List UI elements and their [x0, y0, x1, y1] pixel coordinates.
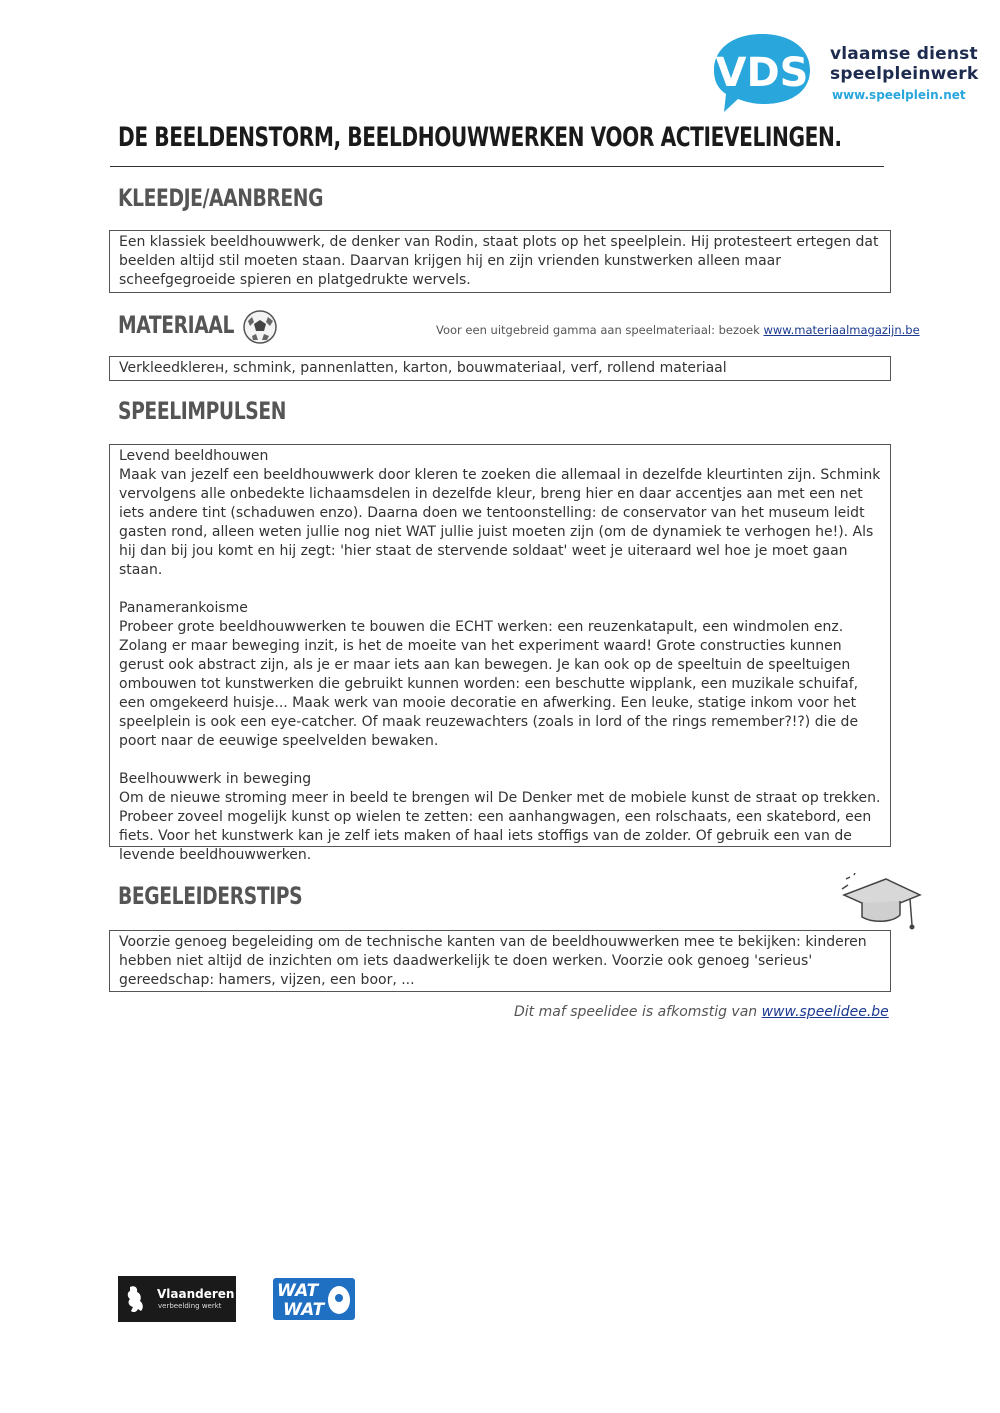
page-title: DE BEELDENSTORM, BEELDHOUWWERKEN VOOR ACTIEVELINGEN.: [118, 122, 842, 153]
heading-kleedje: KLEEDJE/AANBRENG: [118, 184, 324, 212]
logo-url[interactable]: www.speelplein.net: [832, 88, 966, 102]
watwat-logo: [273, 1276, 355, 1322]
logo-line1: vlaamse dienst: [830, 44, 978, 64]
vds-logo: [712, 30, 812, 116]
heading-begeleiderstips: BEGELEIDERSTIPS: [118, 882, 303, 910]
logo-line2: speelpleinwerk: [830, 64, 979, 84]
kleedje-text: Een klassiek beeldhouwwerk, de denker van Rodin, staat plots op het speelplein. Hij protesteert ertegen dat beelden altijd stil moeten staan. Daarvan krijgen hij en zijn vrienden kunstwerken alleen maar scheefgegroeide spieren en platgedrukte wervels.: [119, 234, 879, 288]
materiaal-text: Verkleedklerен, schmink, pannenlatten, karton, bouwmateriaal, verf, rollend materiaal: [119, 360, 727, 376]
source-text: Dit maf speelidee is afkomstig van: [514, 1004, 762, 1020]
impuls-text-1: Maak van jezelf een beeldhouwwerk door kleren te zoeken die allemaal in dezelfde kleurtinten zijn. Schmink vervolgens alle onbedekte lichaamsdelen in dezelfde kleur, breng hier en daar accentjes aan met een net iets andere tint (schaduwen enzo). Daarna doen we tentoonstelling: de conservator van het museum leidt gasten rond, alleen weten jullie nog niet WAT jullie juist moeten zijn (om de dynamiek te verhogen he!). Als hij dan bij jou komt en hij zegt: 'hier staat de stervende soldaat' weet je uiteraard wel hoe je moet gaan staan.: [119, 467, 881, 578]
graduation-cap-icon: [840, 873, 922, 931]
materiaal-box: [109, 356, 891, 381]
heading-materiaal: MATERIAAL: [118, 311, 235, 339]
wat-text-1: WAT: [277, 1281, 319, 1301]
speelidee-link[interactable]: www.speelidee.be: [761, 1004, 889, 1020]
wat-text-2: WAT: [283, 1300, 325, 1320]
begeleiderstips-text: Voorzie genoeg begeleiding om de technische kanten van de beeldhouwwerken mee te bekijken: kinderen hebben niet altijd de inzichten om iets daadwerkelijk te doen werken. Voorzie ook genoeg 'serieus' gereedschap: hamers, vijzen, een boor, ...: [119, 934, 867, 988]
logo-initials: VDS: [715, 50, 809, 96]
impuls-text-2: Probeer grote beeldhouwwerken te bouwen die ECHT werken: een reuzenkatapult, een windmolen enz. Zolang er maar beweging inzit, is het de moeite van het experiment waard! Grote constructies kunnen gerust ook abstract zijn, als je er maar iets aan kan bewegen. Je kan ook op de speeltuin de speeltuigen ombouwen tot kunstwerken die gebruikt kunnen worden: een beschutte wipplank, een muzikale schuifaf, een omgekeerd huisje... Maak werk van mooie decoratie en afwerking. Een leuke, statige inkom voor het speelplein is ook een eye-catcher. Of maak reuzewachters (zoals in lord of the rings remember?!?) die de poort naar de eeuwige speelvelden bewaken.: [119, 619, 859, 749]
speelimpulsen-box: [109, 444, 891, 863]
impuls-title-1: Levend beeldhouwen: [119, 448, 269, 464]
impuls-text-3: Om de nieuwe stroming meer in beeld te brengen wil De Denker met de mobiele kunst de straat op trekken. Probeer zoveel mogelijk kunst op wielen te zetten: een aanhangwagen, een rolschaats, een skatebord, een fiets. Voor het kunstwerk kan je zelf iets maken of haal iets stoffigs van de zolder. Of gebruik een van de levende beeldhouwwerken.: [119, 790, 881, 863]
kleedje-box: [109, 230, 891, 293]
materiaalmagazijn-link[interactable]: www.materiaalmagazijn.be: [763, 323, 920, 337]
soccer-ball-icon: [242, 309, 278, 345]
materiaal-note-text: Voor een uitgebreid gamma aan speelmateriaal: bezoek: [436, 323, 764, 337]
title-divider: [110, 166, 884, 167]
lion-icon: [124, 1283, 148, 1315]
vlaanderen-name: Vlaanderen: [157, 1287, 235, 1301]
impuls-title-3: Beelhouwwerk in beweging: [119, 771, 312, 787]
impuls-title-2: Panamerankoisme: [119, 600, 248, 616]
heading-speelimpulsen: SPEELIMPULSEN: [118, 397, 287, 425]
materiaal-note: [436, 323, 920, 337]
begeleiderstips-box: [109, 930, 891, 992]
vlaanderen-tagline: verbeelding werkt: [158, 1302, 222, 1310]
source-line: [514, 1004, 889, 1020]
